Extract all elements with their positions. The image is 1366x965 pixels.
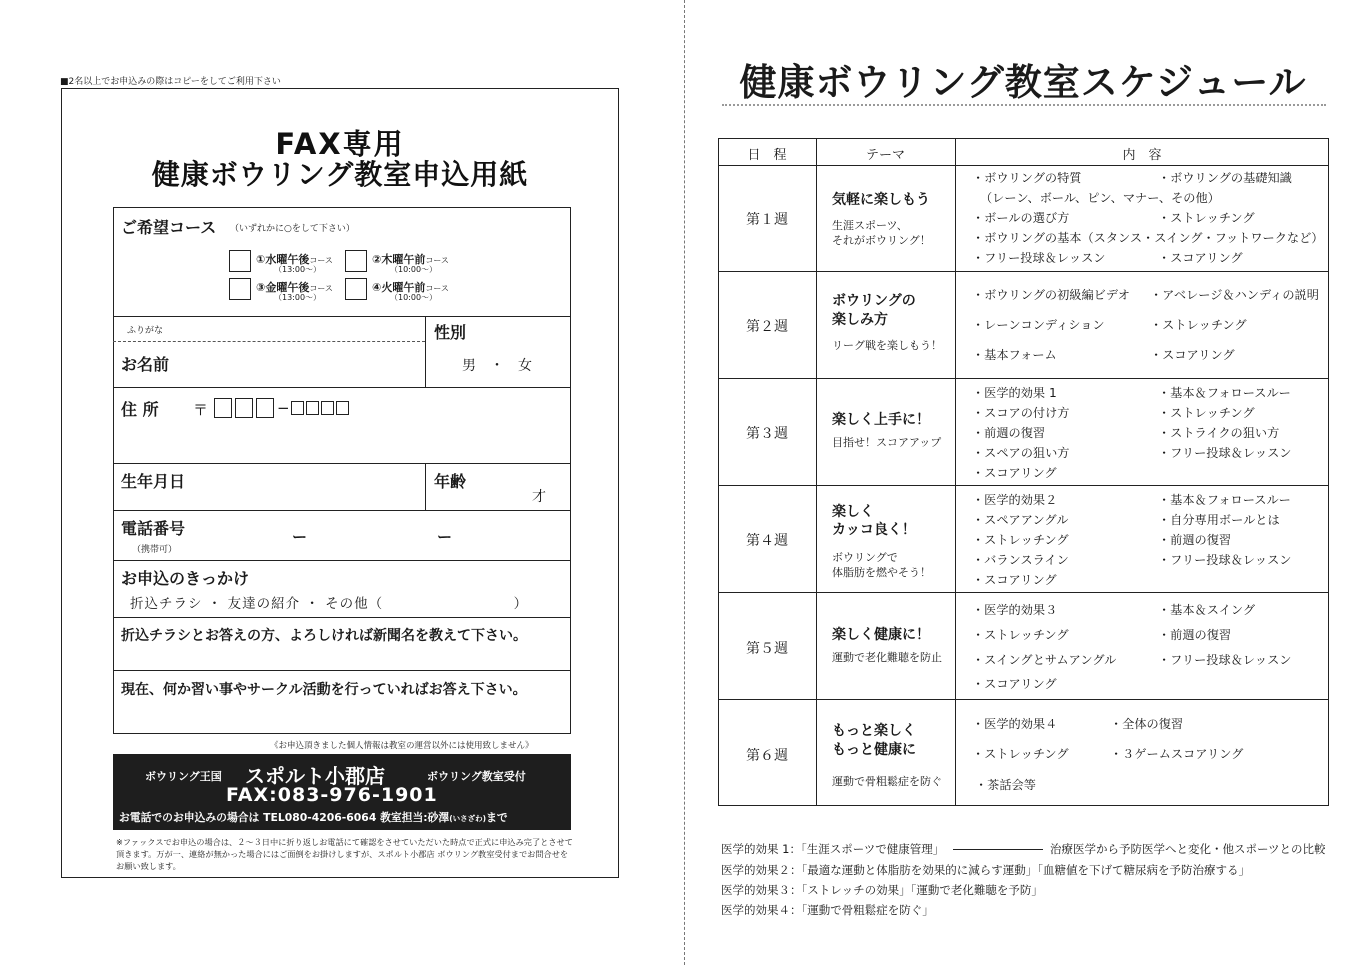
header-schedule: 日 程	[747, 148, 787, 163]
furigana-divider	[113, 341, 425, 342]
postal-box-5[interactable]	[306, 401, 319, 415]
course-option-3: ③金曜午後コース	[256, 281, 333, 294]
page-divider	[684, 0, 685, 965]
content-item: （レーン、ボール、ピン、マナー、その他）	[980, 191, 1220, 205]
gender-options[interactable]: 男 ・ 女	[462, 358, 532, 374]
content-item: ・バランスライン	[972, 553, 1069, 567]
phone-dash-2: ー	[437, 528, 453, 546]
header-content: 内 容	[1122, 148, 1162, 163]
content-item: ・スコアリング	[1158, 251, 1243, 265]
week-sub: 目指せ！スコアアップ	[832, 436, 942, 449]
newspaper-question: 折込チラシとお答えの方、よろしければ新聞名を教えて下さい。	[121, 628, 527, 644]
phone-dash-1: ー	[292, 528, 308, 546]
trigger-options[interactable]: 折込チラシ ・ 友達の紹介 ・ その他（ ）	[130, 596, 529, 612]
content-item: ・自分専用ボールとは	[1158, 513, 1280, 527]
row-divider	[113, 560, 571, 561]
phone-label: 電話番号	[121, 519, 186, 538]
content-item: ・ボールの選び方	[972, 211, 1070, 225]
postal-box-1[interactable]	[214, 398, 232, 418]
content-item: ・ボウリングの特質	[972, 171, 1082, 185]
title-underline	[722, 104, 1326, 106]
postal-mark: 〒	[193, 401, 209, 419]
content-item: ・基本フォーム	[972, 348, 1057, 362]
col-divider	[955, 138, 956, 806]
row-divider	[718, 699, 1329, 700]
week-sub: 運動で老化難聴を防止	[832, 651, 942, 664]
week-label: 第５週	[746, 641, 788, 657]
copy-note: ■2名以上でお申込みの際はコピーをしてご利用下さい	[60, 77, 281, 87]
postal-box-6[interactable]	[321, 401, 334, 415]
row-divider	[113, 387, 571, 388]
week-sub: リーグ戦を楽しもう！	[832, 339, 942, 352]
week-sub: ボウリングで	[832, 551, 898, 564]
content-item: ・ストレッチング	[1158, 406, 1255, 420]
banner-store: スポルト小郡店	[245, 764, 385, 788]
course-checkbox-1[interactable]	[229, 250, 251, 272]
course-hint: （いずれかに○をして下さい）	[230, 224, 355, 234]
effect-note-4: 医学的効果４：「運動で骨粗鬆症を防ぐ」	[721, 903, 934, 917]
content-item: ・基本＆フォロースルー	[1158, 493, 1291, 507]
effect-note-3: 医学的効果３：「ストレッチの効果」「運動で老化難聴を予防」	[721, 883, 1043, 897]
gender-label: 性別	[434, 323, 467, 342]
postal-box-3[interactable]	[256, 398, 274, 418]
row-divider	[113, 670, 571, 671]
course-time-2: （10:00〜）	[390, 265, 438, 274]
content-item: ・スコアリング	[1150, 348, 1235, 362]
course-time-3: （13:00〜）	[274, 293, 322, 302]
week-sub: 運動で骨粗鬆症を防ぐ	[832, 775, 942, 788]
content-item: ・スイングとサムアングル	[972, 653, 1117, 667]
effect-note-1-detail: 治療医学から予防医学へと変化・他スポーツとの比較	[1050, 842, 1326, 856]
effect-connector	[953, 849, 1043, 850]
content-item: ・スコアリング	[972, 466, 1057, 480]
week-theme: 楽しく健康に！	[832, 627, 930, 643]
week-theme: 楽しく	[832, 504, 874, 520]
banner-right-tag: ボウリング教室受付	[427, 770, 526, 783]
course-time-1: （13:00〜）	[274, 265, 322, 274]
week-label: 第６週	[746, 748, 788, 764]
row-divider	[113, 510, 571, 511]
hobby-question: 現在、何か習い事やサークル活動を行っていればお答え下さい。	[121, 682, 527, 698]
content-item: ・ボウリングの基本（スタンス・スイング・フットワークなど）	[972, 231, 1324, 245]
content-item: ・前週の復習	[1158, 628, 1232, 642]
form-title-line2: 健康ボウリング教室申込用紙	[151, 158, 529, 191]
week-theme: ボウリングの	[832, 293, 916, 309]
banner-phone-line: お電話でのお申込みの場合は TEL080-4206-6064 教室担当:砂澤(いさざわ)まで	[119, 811, 508, 824]
effect-note-2: 医学的効果２：「最適な運動と体脂肪を効果的に減らす運動」「血糖値を下げて糖尿病を予防治療する」	[721, 863, 1250, 877]
privacy-note: 《お申込頂きました個人情報は教室の運営以外には使用致しません》	[270, 741, 534, 751]
content-item: ・アベレージ＆ハンディの説明	[1150, 288, 1319, 302]
trigger-label: お申込のきっかけ	[121, 569, 250, 588]
postal-dash: −	[277, 399, 290, 417]
address-label: 住 所	[121, 400, 159, 419]
content-item: ・スペアアングル	[972, 513, 1069, 527]
furigana-label: ふりがな	[127, 326, 164, 336]
col-divider	[425, 316, 426, 387]
content-item: ・ストレッチング	[972, 628, 1069, 642]
content-item: ・スコアリング	[972, 677, 1057, 691]
content-item: ・ストレッチング	[972, 747, 1069, 761]
content-item: ・基本＆フォロースルー	[1158, 386, 1291, 400]
contact-banner	[113, 754, 571, 830]
col-divider	[425, 463, 426, 510]
content-item: ・前週の復習	[1158, 533, 1232, 547]
week-sub: 生涯スポーツ、	[832, 219, 908, 232]
week-theme: 楽しく上手に！	[832, 412, 930, 428]
form-title-line1: FAX専用	[275, 127, 405, 161]
content-item: ・茶話会等	[975, 778, 1036, 792]
row-divider	[113, 617, 571, 618]
row-divider	[718, 378, 1329, 379]
row-divider	[113, 463, 571, 464]
content-item: ・全体の復習	[1110, 717, 1184, 731]
content-item: ・フリー投球＆レッスン	[1158, 553, 1292, 567]
footer-note: ※ファックスでお申込の場合は、２〜３日中に折り返しお電話にて確認をさせていただいた時点で正式に申込み完了とさせて頂きます。万が一、連絡が無かった場合にはご面倒をお掛けしますが、スポルト小郡店 ボウリング教室受付までお問合せをお願い致します。	[116, 837, 573, 871]
row-divider	[113, 316, 571, 317]
week-label: 第１週	[746, 212, 788, 228]
postal-box-4[interactable]	[291, 401, 304, 415]
content-item: ・ストレッチング	[1158, 211, 1255, 225]
content-item: ・スペアの狙い方	[972, 446, 1070, 460]
postal-box-7[interactable]	[336, 401, 349, 415]
course-time-4: （10:00〜）	[390, 293, 438, 302]
postal-box-2[interactable]	[235, 398, 253, 418]
content-item: ・医学的効果３	[972, 603, 1058, 617]
row-divider	[718, 271, 1329, 272]
age-label: 年齢	[434, 472, 467, 491]
content-item: ・ボウリングの基礎知識	[1158, 171, 1292, 185]
content-item: ・フリー投球＆レッスン	[972, 251, 1106, 265]
course-checkbox-4[interactable]	[345, 278, 367, 300]
week-theme: 気軽に楽しもう	[832, 192, 930, 208]
course-checkbox-3[interactable]	[229, 278, 251, 300]
week-theme: もっと楽しく	[832, 723, 916, 739]
content-item: ・スコアの付け方	[972, 406, 1070, 420]
week-theme: もっと健康に	[832, 742, 916, 758]
content-item: ・フリー投球＆レッスン	[1158, 653, 1292, 667]
week-theme: 楽しみ方	[832, 312, 888, 328]
content-item: ・ストレッチング	[972, 533, 1069, 547]
row-divider	[718, 165, 1329, 166]
course-option-1: ①水曜午後コース	[256, 253, 333, 266]
phone-sub: （携帯可）	[132, 545, 178, 555]
content-item: ・基本＆スイング	[1158, 603, 1256, 617]
course-option-4: ④火曜午前コース	[372, 281, 449, 294]
content-item: ・前週の復習	[972, 426, 1046, 440]
course-checkbox-2[interactable]	[345, 250, 367, 272]
header-theme: テーマ	[865, 148, 905, 163]
week-theme: カッコ良く！	[832, 522, 916, 538]
week-sub: 体脂肪を燃やそう！	[832, 566, 931, 579]
schedule-title: 健康ボウリング教室スケジュール	[739, 61, 1307, 104]
week-label: 第２週	[746, 319, 788, 335]
birth-label: 生年月日	[121, 472, 186, 491]
content-item: ・ストレッチング	[1150, 318, 1247, 332]
content-item: ・ストライクの狙い方	[1158, 426, 1280, 440]
week-label: 第３週	[746, 426, 788, 442]
content-item: ・３ゲームスコアリング	[1110, 747, 1244, 761]
content-item: ・ボウリングの初級編ビデオ	[972, 288, 1130, 302]
col-divider	[816, 138, 817, 806]
banner-left-tag: ボウリング王国	[145, 770, 222, 783]
content-item: ・医学的効果 1	[972, 386, 1057, 400]
row-divider	[718, 592, 1329, 593]
age-unit: 才	[532, 489, 546, 505]
content-item: ・医学的効果２	[972, 493, 1058, 507]
content-item: ・フリー投球＆レッスン	[1158, 446, 1292, 460]
course-option-2: ②木曜午前コース	[372, 253, 449, 266]
name-label: お名前	[121, 355, 170, 374]
content-item: ・レーンコンディション	[972, 318, 1105, 332]
week-sub: それがボウリング！	[832, 234, 931, 247]
content-item: ・スコアリング	[972, 573, 1057, 587]
week-label: 第４週	[746, 533, 788, 549]
effect-note-1: 医学的効果 1：「生涯スポーツで健康管理」	[721, 842, 945, 856]
course-label: ご希望コース	[121, 218, 217, 237]
banner-fax: FAX:083-976-1901	[226, 784, 438, 806]
row-divider	[718, 485, 1329, 486]
content-item: ・医学的効果４	[972, 717, 1058, 731]
